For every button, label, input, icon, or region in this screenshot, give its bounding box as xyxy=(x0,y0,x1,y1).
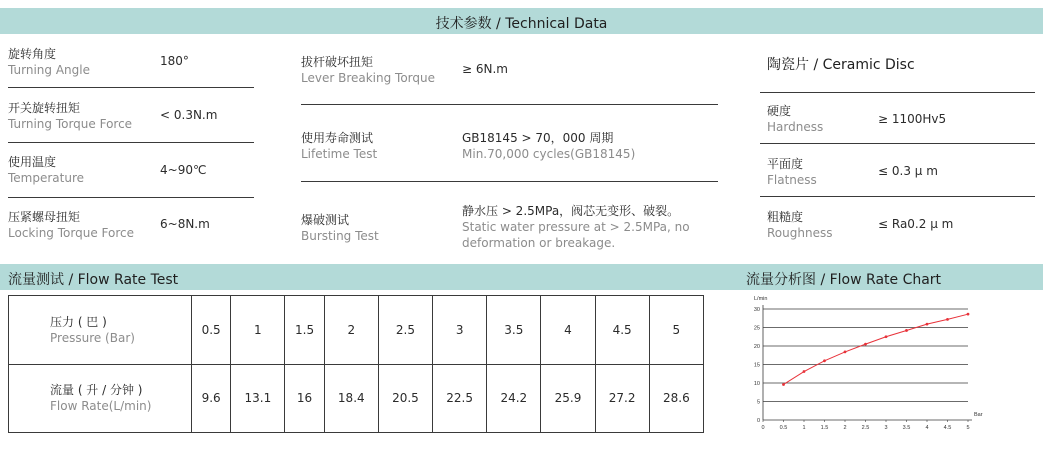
x-tick-label: 3.5 xyxy=(902,425,911,431)
spec-label-zh: 旋转角度 xyxy=(8,47,57,61)
spec-roughness xyxy=(767,209,954,241)
spec-value: ≥ 1100Hv5 xyxy=(878,112,947,126)
x-tick-label: 0.5 xyxy=(779,425,788,431)
y-axis-label: L/min xyxy=(754,296,768,302)
spec-value: 静水压 > 2.5MPa，阀芯无变形、破裂。 xyxy=(462,204,680,218)
divider xyxy=(760,143,1035,144)
spec-label-zh: 硬度 xyxy=(767,104,792,118)
ceramic-disc-title: 陶瓷片 / Ceramic Disc xyxy=(767,57,915,73)
spec-value: 6~8N.m xyxy=(160,217,210,231)
data-point xyxy=(905,329,908,332)
series-line xyxy=(784,314,969,384)
x-tick-label: 5 xyxy=(966,425,970,431)
spec-turning-angle xyxy=(8,46,189,78)
data-point xyxy=(823,359,826,362)
spec-label-en: Hardness xyxy=(767,120,824,134)
divider xyxy=(301,181,718,182)
spec-label-zh: 粗糙度 xyxy=(767,210,804,224)
row-header-zh: 压力 ( 巴 ) xyxy=(50,314,107,329)
table-cell: 4.5 xyxy=(595,296,649,365)
table-cell: 2.5 xyxy=(378,296,432,365)
flow-rate-chart xyxy=(742,292,992,437)
spec-value: 4~90℃ xyxy=(160,163,207,177)
spec-value: ≤ Ra0.2 μ m xyxy=(878,217,954,231)
data-point xyxy=(967,313,970,316)
table-row-pressure xyxy=(9,296,704,365)
x-tick-label: 4 xyxy=(925,425,929,431)
divider xyxy=(8,142,254,143)
table-cell: 27.2 xyxy=(595,364,649,433)
spec-value: GB18145 > 70，000 周期 xyxy=(462,131,614,145)
y-tick-label: 0 xyxy=(756,418,760,424)
spec-value-en: Static water pressure at > 2.5MPa, no xyxy=(462,220,690,234)
table-cell: 4 xyxy=(541,296,595,365)
x-tick-label: 1 xyxy=(802,425,806,431)
table-cell: 3.5 xyxy=(487,296,541,365)
spec-label-zh: 开关旋转扭矩 xyxy=(8,101,81,115)
row-header-en: Pressure (Bar) xyxy=(50,330,135,345)
table-cell: 0.5 xyxy=(192,296,231,365)
y-tick-label: 25 xyxy=(753,325,760,332)
spec-locking-torque xyxy=(8,209,210,241)
spec-label-en: Locking Torque Force xyxy=(8,226,134,240)
divider xyxy=(760,196,1035,197)
spec-lifetime-test xyxy=(301,130,636,162)
row-header-en: Flow Rate(L/min) xyxy=(50,399,152,414)
spec-value-en-line2: deformation or breakage. xyxy=(462,236,616,250)
spec-label-en: Bursting Test xyxy=(301,229,379,243)
y-tick-label: 20 xyxy=(753,344,760,350)
spec-label-en: Temperature xyxy=(8,171,85,185)
technical-data-title: 技术参数 / Technical Data xyxy=(435,16,608,32)
spec-value: ≥ 6N.m xyxy=(462,62,508,76)
table-cell: 2 xyxy=(324,296,378,365)
spec-bursting-test xyxy=(301,204,690,250)
x-tick-label: 3 xyxy=(884,425,888,431)
x-tick-label: 2 xyxy=(843,425,847,431)
table-cell: 25.9 xyxy=(541,364,595,433)
table-cell: 1 xyxy=(231,296,285,365)
row-header xyxy=(9,296,192,365)
x-tick-label: 0 xyxy=(761,425,765,431)
spec-label-zh: 压紧螺母扭矩 xyxy=(8,210,81,224)
x-tick-label: 4.5 xyxy=(943,425,952,431)
flow-rate-chart-title: 流量分析图 / Flow Rate Chart xyxy=(746,272,942,288)
spec-lever-breaking-torque xyxy=(301,54,508,86)
data-point xyxy=(946,318,949,321)
spec-label-en: Lever Breaking Torque xyxy=(301,71,436,85)
spec-label-en: Roughness xyxy=(767,226,833,240)
spec-flatness xyxy=(767,156,938,188)
spec-label-en: Lifetime Test xyxy=(301,147,378,161)
spec-label-zh: 拔杆破坏扭矩 xyxy=(301,55,374,69)
table-cell: 1.5 xyxy=(285,296,324,365)
divider xyxy=(301,104,718,105)
divider xyxy=(8,197,254,198)
spec-temperature xyxy=(8,154,207,186)
divider xyxy=(760,92,1035,93)
data-point xyxy=(782,383,785,386)
table-cell: 22.5 xyxy=(433,364,487,433)
table-cell: 20.5 xyxy=(378,364,432,433)
data-point xyxy=(864,343,867,346)
table-cell: 18.4 xyxy=(324,364,378,433)
data-point xyxy=(803,370,806,373)
table-cell: 3 xyxy=(433,296,487,365)
spec-value: ≤ 0.3 μ m xyxy=(878,164,938,178)
spec-label-zh: 爆破测试 xyxy=(301,213,350,227)
y-tick-label: 30 xyxy=(753,307,760,313)
spec-turning-torque xyxy=(8,100,218,132)
y-tick-label: 10 xyxy=(753,381,760,387)
x-tick-label: 2.5 xyxy=(861,425,870,431)
spec-label-zh: 使用寿命测试 xyxy=(301,131,374,145)
spec-hardness xyxy=(767,103,947,135)
spec-label-en: Turning Angle xyxy=(8,63,90,77)
spec-label-en: Turning Torque Force xyxy=(8,117,133,131)
x-tick-label: 1.5 xyxy=(820,425,829,431)
y-tick-label: 5 xyxy=(756,399,760,406)
flow-rate-test-title: 流量测试 / Flow Rate Test xyxy=(8,272,179,288)
spec-label-zh: 使用温度 xyxy=(8,155,57,169)
spec-label-zh: 平面度 xyxy=(767,157,804,171)
table-cell: 9.6 xyxy=(192,364,231,433)
flow-rate-table xyxy=(8,295,704,433)
data-point xyxy=(885,335,888,338)
table-cell: 16 xyxy=(285,364,324,433)
data-point xyxy=(926,323,929,326)
divider xyxy=(8,87,254,88)
x-axis-label: Bar xyxy=(974,412,983,418)
spec-label-en: Flatness xyxy=(767,173,817,187)
table-cell: 28.6 xyxy=(649,364,703,433)
table-cell: 24.2 xyxy=(487,364,541,433)
flow-rate-header xyxy=(0,264,1043,290)
spec-value: < 0.3N.m xyxy=(160,108,218,122)
spec-value-en: Min.70,000 cycles(GB18145) xyxy=(462,147,636,161)
table-cell: 13.1 xyxy=(231,364,285,433)
data-point xyxy=(844,351,847,354)
table-cell: 5 xyxy=(649,296,703,365)
table-row-flow xyxy=(9,364,704,433)
y-tick-label: 15 xyxy=(753,362,760,369)
spec-value: 180° xyxy=(160,54,189,68)
row-header xyxy=(9,364,192,433)
row-header-zh: 流量 ( 升 / 分钟 ) xyxy=(50,383,143,398)
technical-data-header xyxy=(0,8,1043,34)
